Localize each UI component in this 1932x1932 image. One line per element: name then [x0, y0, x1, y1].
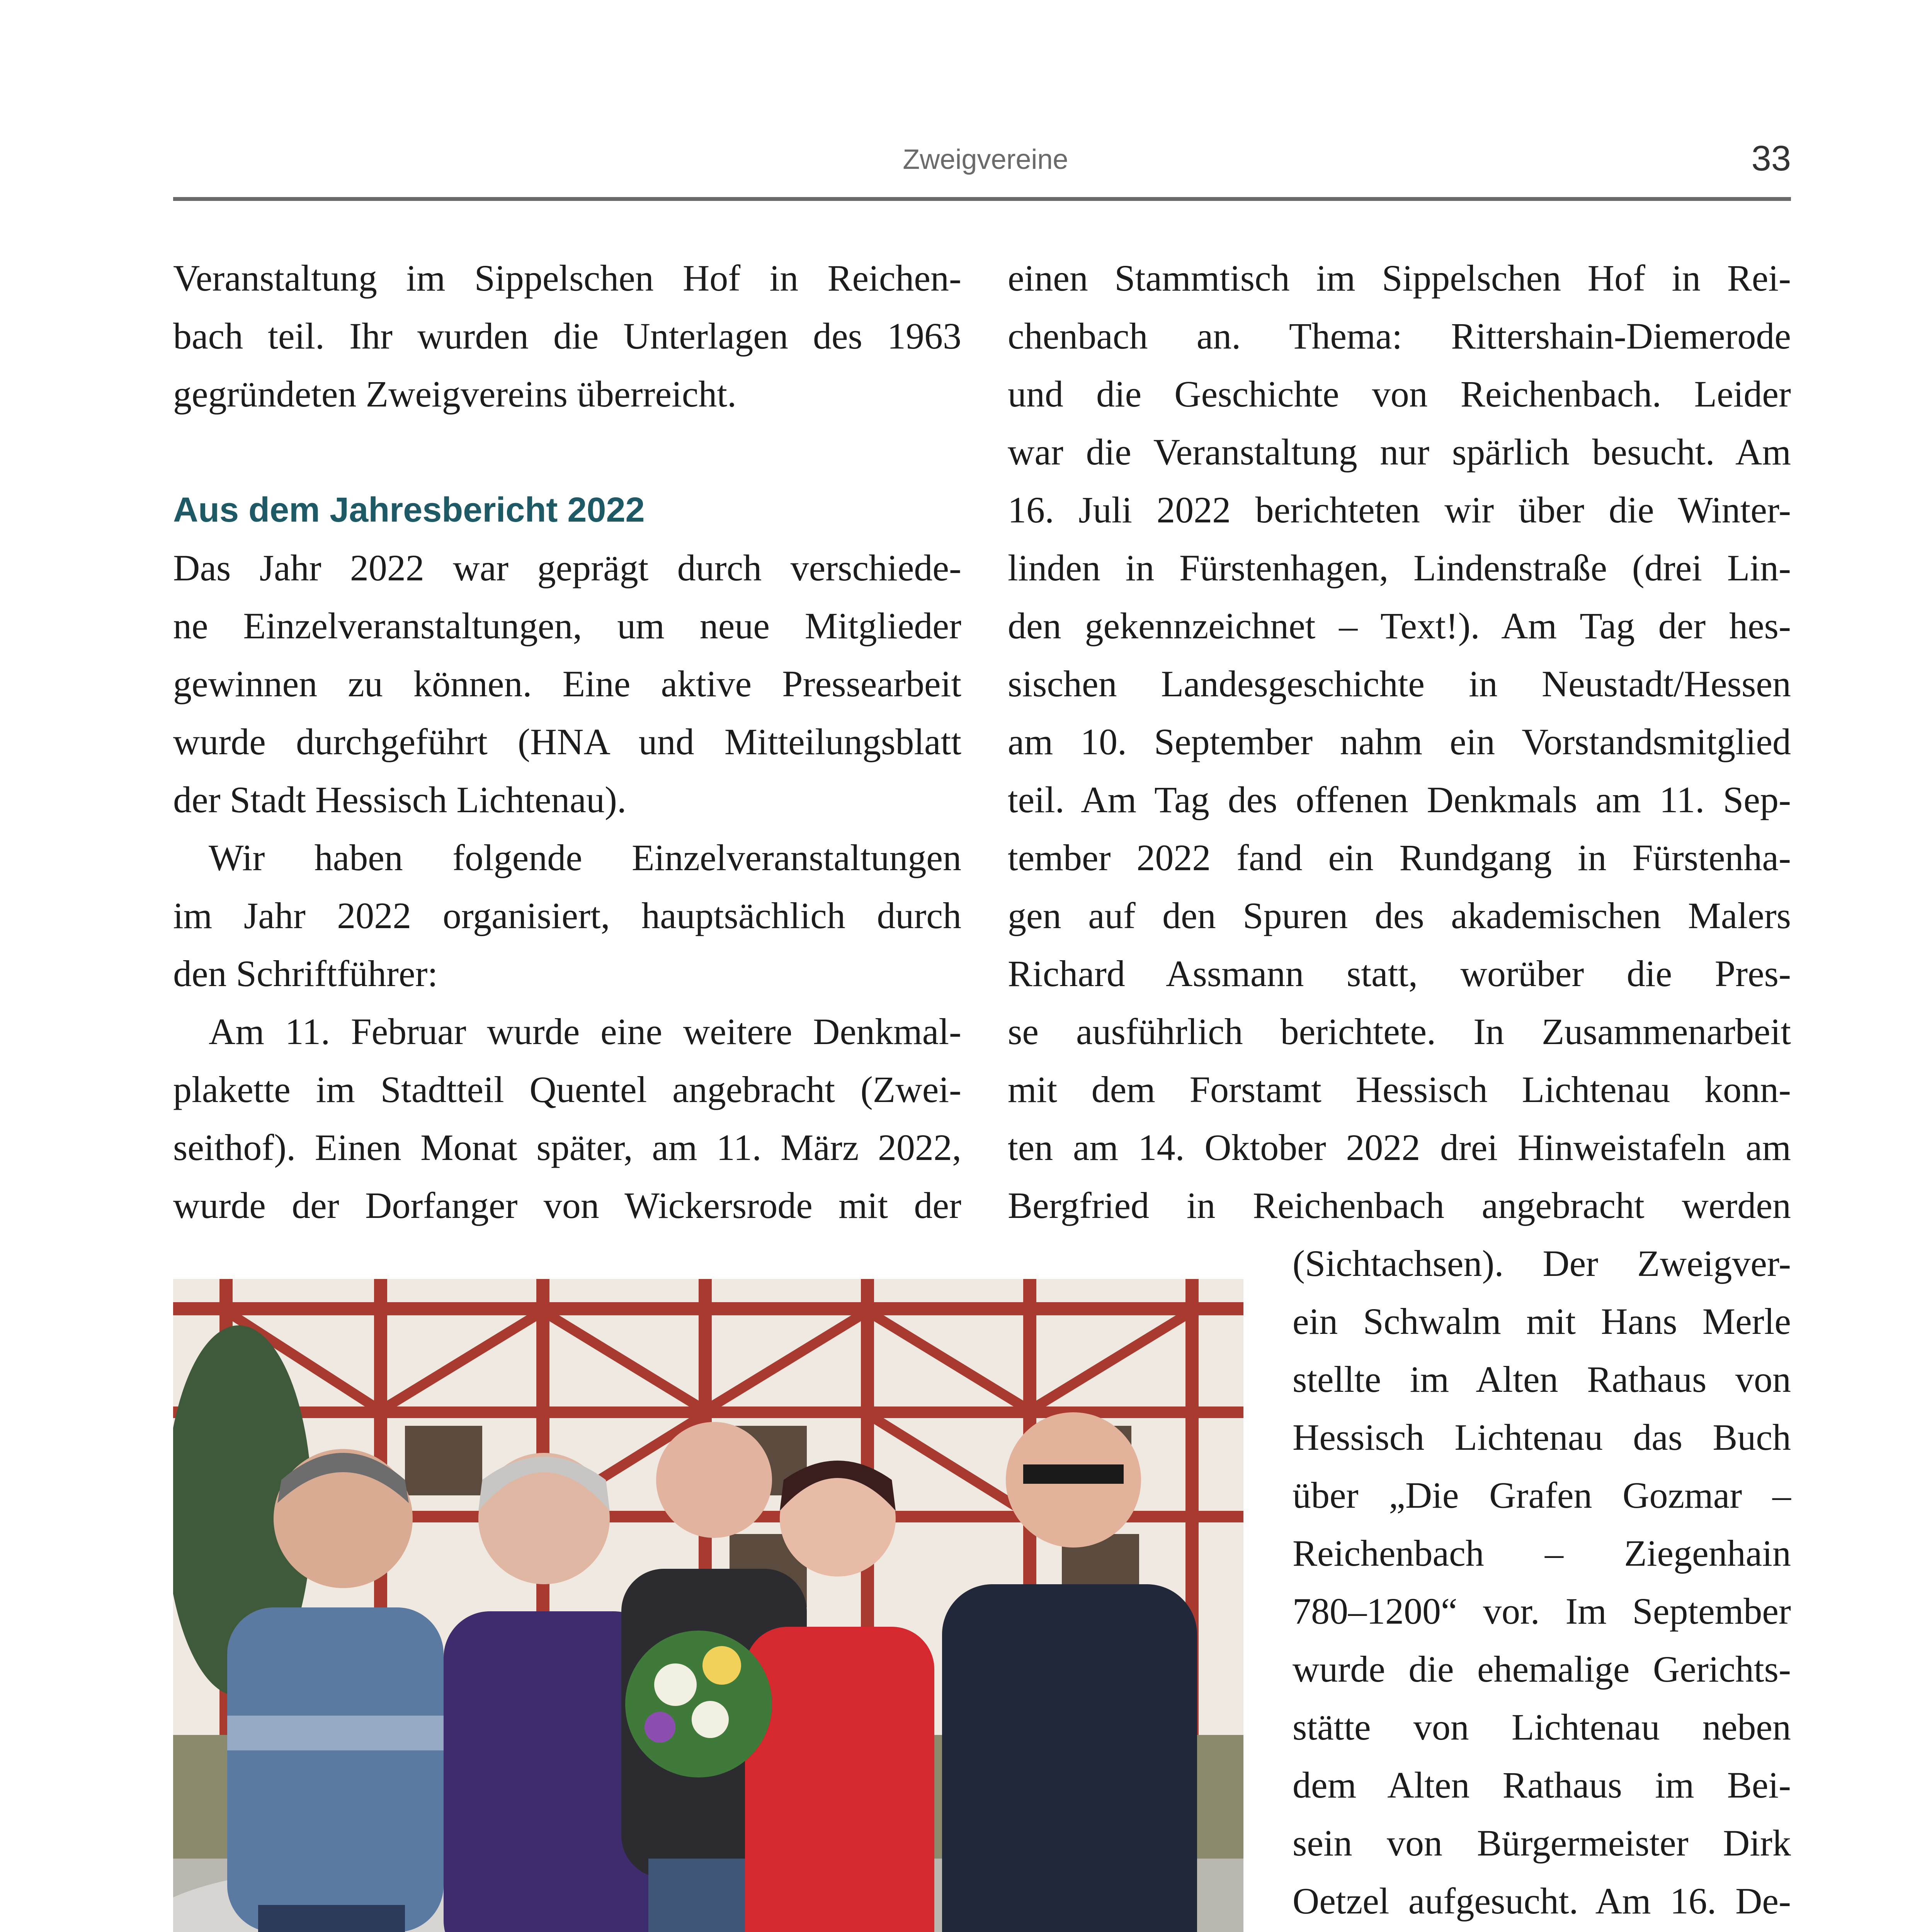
- text-line: stätte von Lichtenau neben: [1293, 1706, 1791, 1748]
- text-line: linden in Fürstenhagen, Lindenstraße (drei Lin-: [1008, 547, 1791, 588]
- text-line: Das Jahr 2022 war geprägt durch verschiede-: [173, 547, 961, 588]
- text-line: den gekennzeichnet – Text!). Am Tag der hes-: [1008, 605, 1791, 646]
- page-number: 33: [1751, 139, 1791, 178]
- text-line: tember 2022 fand ein Rundgang in Fürstenha-: [1008, 837, 1791, 878]
- text-line: am 10. September nahm ein Vorstandsmitglied: [1008, 721, 1791, 762]
- text-line: und die Geschichte von Reichenbach. Leider: [1008, 373, 1791, 415]
- text-line: sischen Landesgeschichte in Neustadt/Hessen: [1008, 663, 1791, 704]
- text-line: einen Stammtisch im Sippelschen Hof in Rei-: [1008, 257, 1791, 299]
- text-line: bach teil. Ihr wurden die Unterlagen des 1963: [173, 315, 961, 357]
- text-line: Veranstaltung im Sippelschen Hof in Reichen-: [173, 257, 961, 299]
- text-line: ten am 14. Oktober 2022 drei Hinweistafeln am: [1008, 1127, 1791, 1168]
- text-line: mit dem Forstamt Hessisch Lichtenau konn-: [1008, 1069, 1791, 1110]
- text-line: den Schriftführer:: [173, 953, 438, 994]
- text-line: ein Schwalm mit Hans Merle: [1293, 1301, 1791, 1342]
- text-line: gegründeten Zweigvereins überreicht.: [173, 373, 737, 415]
- text-line: Wir haben folgende Einzelveranstaltungen: [209, 837, 961, 878]
- text-line: gewinnen zu können. Eine aktive Pressearbeit: [173, 663, 961, 704]
- text-line: plakette im Stadtteil Quentel angebracht (Zwei-: [173, 1069, 961, 1110]
- text-line: war die Veranstaltung nur spärlich besucht. Am: [1008, 431, 1791, 473]
- text-line: wurde durchgeführt (HNA und Mitteilungsblatt: [173, 721, 961, 762]
- text-line: stellte im Alten Rathaus von: [1293, 1359, 1791, 1400]
- text-line: wurde der Dorfanger von Wickersrode mit der: [173, 1185, 961, 1226]
- text-line: im Jahr 2022 organisiert, hauptsächlich durch: [173, 895, 961, 936]
- text-line: [1293, 1930, 1791, 1932]
- text-line: Richard Assmann statt, worüber die Pres-: [1008, 953, 1791, 994]
- text-line: sein von Bürgermeister Dirk: [1293, 1822, 1791, 1864]
- text-line: Bergfried in Reichenbach angebracht werden: [1008, 1185, 1791, 1226]
- text-line: über „Die Grafen Gozmar –: [1293, 1475, 1791, 1516]
- section-heading: Aus dem Jahresbericht 2022: [173, 491, 645, 529]
- text-line: gen auf den Spuren des akademischen Malers: [1008, 895, 1791, 936]
- text-line: teil. Am Tag des offenen Denkmals am 11. Sep-: [1008, 779, 1791, 820]
- text-line: Hessisch Lichtenau das Buch: [1293, 1417, 1791, 1458]
- text-line: dem Alten Rathaus im Bei-: [1293, 1764, 1791, 1806]
- text-line: 780–1200“ vor. Im September: [1293, 1590, 1791, 1632]
- right-column-narrow: [1293, 1235, 1791, 1932]
- group-photo: [173, 1279, 1243, 1932]
- text-line: Oetzel aufgesucht. Am 16. De-: [1293, 1880, 1791, 1922]
- left-column-top: [173, 249, 961, 1235]
- text-line: (Sichtachsen). Der Zweigver-: [1293, 1243, 1791, 1284]
- text-line: seithof). Einen Monat später, am 11. März 2022,: [173, 1127, 961, 1168]
- right-column-top: [1008, 249, 1791, 1235]
- text-line: wurde die ehemalige Gerichts-: [1293, 1648, 1791, 1690]
- text-line: Am 11. Februar wurde eine weitere Denkmal-: [209, 1011, 961, 1052]
- text-line: se ausführlich berichtete. In Zusammenarbeit: [1008, 1011, 1791, 1052]
- text-line: der Stadt Hessisch Lichtenau).: [173, 779, 626, 820]
- running-title: Zweigvereine: [903, 144, 1068, 175]
- text-line: Reichenbach – Ziegenhain: [1293, 1532, 1791, 1574]
- header-rule: [173, 197, 1791, 201]
- text-line: 16. Juli 2022 berichteten wir über die Winter-: [1008, 489, 1791, 531]
- text-line: chenbach an. Thema: Rittershain-Diemerode: [1008, 315, 1791, 357]
- text-line: ne Einzelveranstaltungen, um neue Mitglieder: [173, 605, 961, 646]
